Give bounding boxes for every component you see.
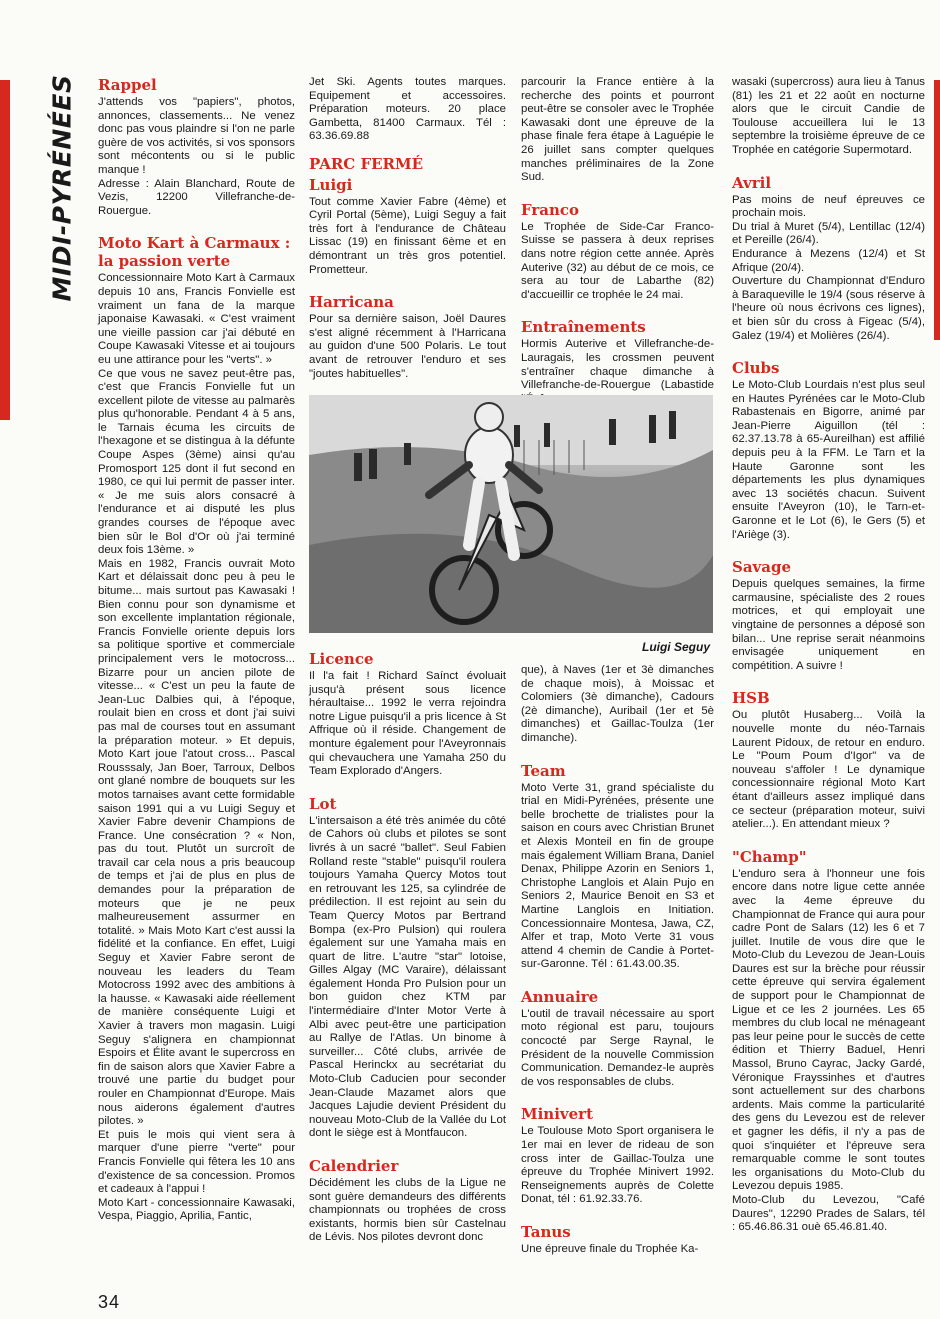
heading-tanus: Tanus	[521, 1223, 571, 1241]
paragraph: Tout comme Xavier Fabre (4ème) et Cyril Portal (5ème), Luigi Seguy a fait très fort à l'endurance de Château Lissac (19) en finissant 6ème et en démontrant un très gros potentiel. Prometteur.	[309, 195, 506, 276]
paragraph: parcourir la France entière à la recherche des points et pourront peut-être se consoler avec le Trophée Kawasaki dont une épreuve de la phase finale fera étape à Laguépie le 26 juillet sans compter quelques manches préliminaires de la Zone Sud.	[521, 76, 714, 184]
paragraph: Et puis le mois qui vient sera à marquer d'une pierre "verte" pour Francis Fonvielle qui fêtera les 10 ans d'existence de sa concession. Promos et cadeaux à l'appui !	[98, 1128, 295, 1196]
paragraph: L'intersaison a été très animée du côté de Cahors où clubs et pilotes se sont livrés à un sacré "ballet". Seul Fabien Rolland reste "stable" puisqu'il roulera toujours Yamaha Quercy Motos tout en retrouvant les 125, sa cylindrée de prédilection. Il est rejoint au sein du Team Quercy Motos par Bertrand Bompa (ex-Pro Pulsion) qui roulera également sur une Yamaha mais en quart de litre. L'autre "star" lotoise, Gilles Algay (MC Varaire), délaissant également Honda Pro Pulsion pour un bon guidon chez KTM par l'intermédiaire d'Inter Motor Verte à Albi avec peut-être une participation au Rallye de l'Atlas. Un binome à surveiller... Côté clubs, arrivée de Pascal Herinckx au secrétariat du Moto-Club Caducien pour seconder Jean-Claude Mazamet alors que Jacques Lajudie devient Président du nouveau Moto-Club de la Vallée du Lot dont le siège est à Montfaucon.	[309, 814, 506, 1140]
paragraph: Moto Verte 31, grand spécialiste du trial en Midi-Pyrénées, présente une belle brochette de trialistes pour la saison en cours avec Christian Brunet et Alexis Monteil en fin de groupe mais également William Brana, Daniel Denax, Philippe Azorin en Seniors 1, Christophe Langlois et Alain Pujo en Seniors 2, Maurice Benoit en S3 et Martine Langlois en Initiation. Concessionnaire Montesa, Jawa, CZ, Alfer et trap, Moto Verte 31 vous attend 4 chemin de Candie à Portet-sur-Garonne. Tél : 61.43.00.35.	[521, 781, 714, 971]
heading-team: Team	[521, 761, 566, 780]
paragraph: Adresse : Alain Blanchard, Route de Vezis, 12200 Villefranche-de-Rouergue.	[98, 177, 295, 217]
kicker-parc-ferme: PARC FERMÉ	[309, 154, 424, 173]
heading-franco: Franco	[521, 200, 580, 219]
heading-champ: "Champ"	[732, 847, 807, 866]
paragraph: Mais en 1982, Francis ouvrait Moto Kart et délaissait donc peu à peu le bitume... mais surtout pas Kawasaki ! Bien connu pour son dynamisme et son excellente implantation régionale, Francis Fonvielle oriente depuis lors sa politique sportive et commerciale principalement vers le motocross... Bizarre pour un ancien pilote de vitesse... « C'est un peu la faute de Jean-Luc Dalbies qui, à l'époque, roulait bien en cross et dont j'ai suivi pas mal de courses tout en assumant la préparation moteur. » Et depuis, Moto Kart joue l'atout cross... Pascal Rousssaly, Jan Boer, Tarroux, Delbos ont glané nombre de bouquets sur les motos tarnaises avant cette formidable saison 1991 qui a vu Luigi Seguy et Xavier Fabre devenir Champions de France. Une consécration ? « Non, pas du tout. Plutôt un surcroît de travail car cela nous a pris beaucoup de temps et j'ai de plus en plus de demandes pour la préparation de moteurs que je ne peux malheureusement assurmer en totalité. » Mais Moto Kart c'est aussi la fidélité et la confiance. En effet, Luigi Seguy et Xavier Fabre seront de nouveau les leaders du Team Motocross 1992 avec des ambitions à la hausse. « Kawasaki aide réellement de manière conséquente Luigi et Xavier à travers mon magasin. Luigi Seguy s'alignera en championnat Espoirs et Élite avant le supercross en fin de saison alors que Xavier Fabre a trouvé une partie du budget pour rouler en Championnat d'Europe. Mais nous aiderons également d'autres pilotes. »	[98, 557, 295, 1128]
red-margin-bar-left	[0, 80, 10, 420]
paragraph: J'attends vos "papiers", photos, annonces, classements... Ne venez donc pas vous plaindre si l'on ne parle guère de vos activités, si vos sponsors sont mécontents ou si le public manque !	[98, 96, 295, 176]
paragraph: Pour sa dernière saison, Joël Daures s'est aligné récemment à l'Harricana au guidon d'une 500 Polaris. Le tout avant de retrouver l'enduro et ses "joutes habituelles".	[309, 313, 506, 380]
paragraph: Depuis quelques semaines, la firme carmausine, spécialiste des 2 roues motrices, et qui employait une vingtaine de personnes a déposé son bilan... Une reprise serait néanmoins envisagée uniquement en compétition. A suivre !	[732, 578, 925, 672]
section-label	[42, 74, 82, 302]
heading-annuaire: Annuaire	[521, 987, 599, 1006]
heading-harricana: Harricana	[309, 293, 394, 312]
paragraph: Ce que vous ne savez peut-être pas, c'est que Francis Fonvielle fut un excellent pilote de vitesse au palmarès plus qu'honorable. Pendant 4 à 5 ans, le Tarnais écuma les circuits de l'hexagone et se distingua à la défunte Coupe Aspes (3ème) ainsi qu'au Promosport 125 dont il fut second en 1980, ce qui lui permit de passer inter. « Je me suis alors consacré à l'endurance et ai disputé les plus grandes courses de l'époque avec bien sûr le Bol d'Or où j'ai terminé deux fois 13ème. »	[98, 367, 295, 557]
paragraph: Pas moins de neuf épreuves ce prochain mois.	[732, 193, 925, 220]
column-2-top	[309, 76, 506, 381]
paragraph: Le Trophée de Side-Car Franco-Suisse se passera à deux reprises dans notre région cette année. Après Auterive (32) au début de ce mois, ce sera au tour de Labarthe (82) d'accueillir ce trophée le 24 mai.	[521, 220, 714, 301]
column-3-bottom	[521, 664, 714, 1257]
heading-entrainements: Entraînements	[521, 318, 646, 337]
column-1	[98, 76, 295, 1224]
paragraph: L'outil de travail nécessaire au sport moto régional est paru, toujours concocté par Serge Raynal, le Président de la nouvelle Commission Communication. Demandez-le auprès de vos responsables de clubs.	[521, 1007, 714, 1088]
heading-rappel: Rappel	[98, 76, 157, 94]
heading-luigi: Luigi	[309, 175, 353, 194]
paragraph: Le Toulouse Moto Sport organisera le 1er mai en lever de rideau de son cross inter de Gaillac-Toulza une épreuve du Trophée Minivert 1992. Renseignements auprès de Colette Donat, tél : 61.92.33.76.	[521, 1125, 714, 1206]
heading-minivert: Minivert	[521, 1105, 593, 1124]
paragraph: Une épreuve finale du Trophée Ka-	[521, 1243, 699, 1255]
column-3-top	[521, 76, 714, 406]
red-margin-bar-right	[934, 80, 940, 340]
paragraph: wasaki (supercross) aura lieu à Tanus (81) les 21 et 22 août en nocturne alors que le circuit Candie de Toulouse accueillera lui le 13 septembre la troisième épreuve de ce Trophée en catégorie Supermotard.	[732, 76, 925, 156]
photo-caption: Luigi Seguy	[641, 640, 710, 654]
paragraph: Il l'a fait ! Richard Saínct évoluait jusqu'à présent sous licence héraultaise... 1992 le verra rejoindra notre Ligue puisqu'il a pris licence à St Affrique où il réside. Changement de monture également pour l'Aveyronnais qui chevauchera une Yamaha 250 du Team Explorado d'Angers.	[309, 670, 506, 778]
paragraph: Le Moto-Club Lourdais n'est plus seul en Hautes Pyrénées car le Moto-Club Rabastenais en Bigorre, animé par Jean-Pierre Aiguillon (tél : 62.37.13.78 à 65-Aureilhan) est affilié depuis peu à la FFM. Le Tarn et la Haute Garonne sont les départements les plus dynamiques avec 13 sociétés chacun. Suivent ensuite l'Aveyron (10), le Tarn-et-Garonne et le Lot (6), le Gers (5) et l'Ariège (3).	[732, 379, 925, 541]
heading-moto-kart: Moto Kart à Carmaux : la passion verte	[98, 234, 291, 271]
paragraph: Jet Ski. Agents toutes marques. Equipement et accessoires. Préparation moteurs. 20 place Gambetta, 81400 Carmaux. Tél : 63.36.69.88	[309, 76, 506, 143]
paragraph: Moto Kart - concessionnaire Kawasaki, Vespa, Piaggio, Aprilia, Fantic,	[98, 1196, 295, 1223]
paragraph: Hormis Auterive et Villefranche-de-Lauragais, les crossmen peuvent s'entraîner chaque dimanche à Villefranche-de-Rouergue (Labastide	[521, 338, 714, 392]
paragraph: Ouverture du Championnat d'Enduro à Baraqueville le 19/4 (sous réserve à l'heure où nous écrivons ces lignes), et bien sûr du cross à Figeac (5/4), Galez (19/4) et Molières (26/4).	[732, 275, 925, 342]
paragraph: Moto-Club du Levezou, "Café Daures", 12290 Prades de Salars, tél : 65.46.86.31 ouè 65.46.81.40.	[732, 1193, 925, 1234]
heading-calendrier: Calendrier	[309, 1157, 399, 1175]
paragraph: Décidément les clubs de la Ligue ne sont guère demandeurs des différents championnats ou trophées de cross existants, hormis bien sûr Castelnau de Lévis. Nos pilotes devront donc	[309, 1177, 506, 1244]
paragraph: Endurance à Mezens (12/4) et St Afrique (20/4).	[732, 247, 925, 274]
motocross-photo	[309, 395, 713, 633]
paragraph: Concessionnaire Moto Kart à Carmaux depuis 10 ans, Francis Fonvielle est vraiment un fana de la marque japonaise Kawasaki. « C'est vraiment une vieille passion car j'ai débuté en Coupe Kawasaki Vitesse et ai toujours eu une attirance pour les "verts". »	[98, 272, 295, 366]
heading-lot: Lot	[309, 794, 337, 813]
heading-avril: Avril	[732, 173, 772, 192]
heading-clubs: Clubs	[732, 359, 780, 378]
paragraph: Ou plutôt Husaberg... Voilà la nouvelle monte du néo-Tarnais Laurent Pidoux, de retour en enduro. Le "Poum Poum d'Igor" va de nouveau s'affoler ! Le dynamique concessionnaire régional Moto Kart étant d'ailleurs assez impliqué dans ce secteur (préparation moteur, suivi atelier...). En attendant mieux ?	[732, 709, 925, 831]
column-4	[732, 76, 925, 1235]
section-label-text: MIDI-PYRÉNÉES	[47, 74, 77, 302]
paragraph: Du trial à Muret (5/4), Lentillac (12/4) et Pereille (26/4).	[732, 220, 925, 247]
heading-licence: Licence	[309, 650, 374, 668]
paragraph: L'enduro sera à l'honneur une fois encore dans notre ligue cette année avec la 4eme épreuve du Championnat de France qui aura pour cadre Pont de Salars (12) les 6 et 7 juillet. Inutile de vous dire que le Moto-Club du Levezou de Jean-Louis Daures est sur la brèche pour réussir cette épreuve qui servira également de support pour le Championnat de Ligue et ce les 2 journées. Les 65 membres du club local ne ménageant pas leur peine pour le succès de cette édition et Thierry Baduel, Henri Massol, Bruno Cayrac, Jacky Gardé, Véronique Frayssinhes et d'autres sont actuellement sur des charbons ardents. Mais comme la particularité des gens du Levezou est de relever et gagner les défis, il n'y a pas de quoi s'inquiéter et l'épreuve sera remarquable comme le sont toutes les organisations du Moto-Club du Levezou depuis 1985.	[732, 867, 925, 1193]
heading-savage: Savage	[732, 558, 792, 577]
page-number: 34	[98, 1292, 121, 1312]
paragraph: que), à Naves (1er et 3è dimanches de chaque mois), à Moissac et Colomiers (3è dimanche), Cadours (2è dimanche), Auribail (1er et 5è dimanches) et Gaillac-Toulza (1er dimanche).	[521, 664, 714, 744]
column-2-bottom	[309, 650, 506, 1245]
heading-hsb: HSB	[732, 689, 770, 708]
